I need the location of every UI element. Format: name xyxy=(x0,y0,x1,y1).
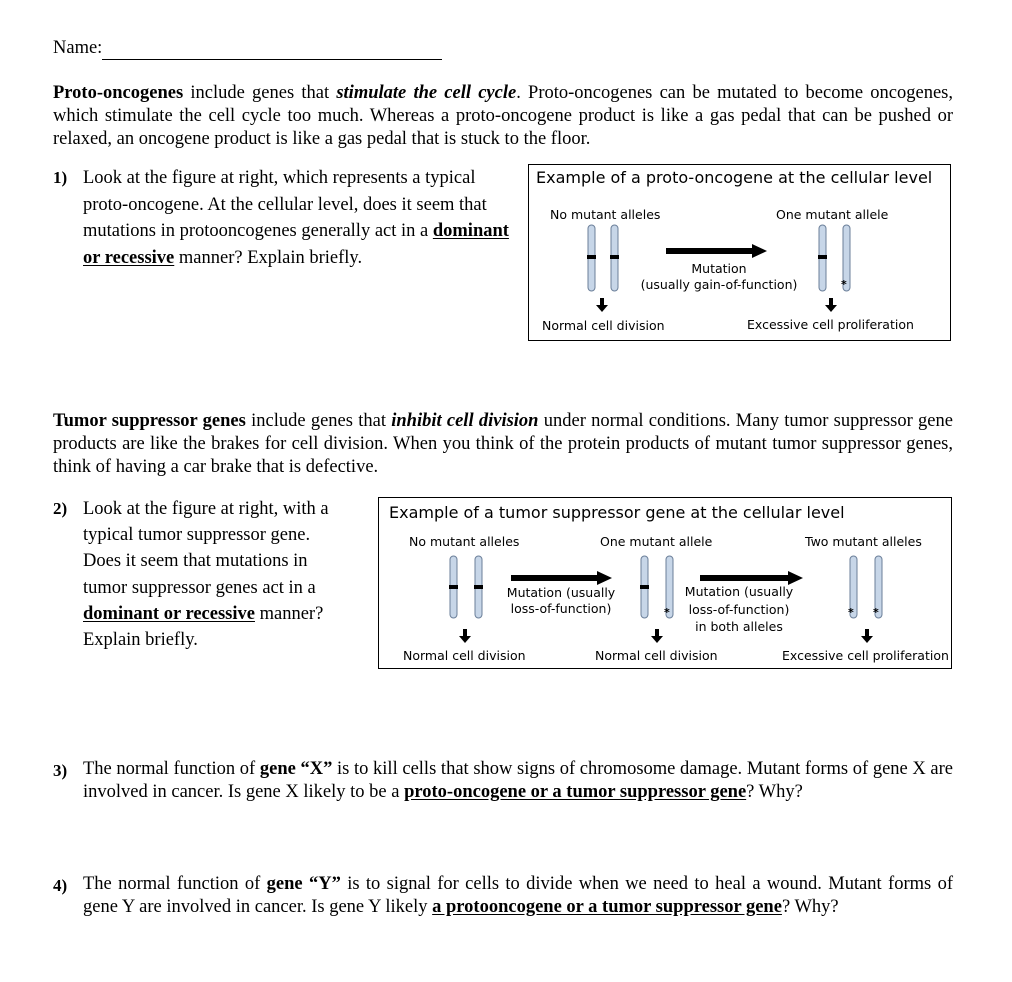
arrow-label-line: loss-of-function) xyxy=(510,601,612,616)
figure-label-no-mutant: No mutant alleles xyxy=(409,534,520,549)
outcome-normal: Normal cell division xyxy=(595,648,718,663)
name-field-row xyxy=(53,37,442,60)
question-text: is to kill cells that show signs of chromosome damage. Mutant forms of gene X are involved in cancer. Is gene X likely to be a xyxy=(83,759,953,802)
outcome-normal: Normal cell division xyxy=(403,648,526,663)
arrow-label-line: (usually gain-of-function) xyxy=(640,277,798,292)
arrow-label-line: Mutation (usually xyxy=(506,585,616,600)
question-text: manner? xyxy=(254,603,324,624)
question-text-line: typical tumor suppressor gene. xyxy=(83,525,311,546)
question-text: ? Why? xyxy=(746,782,803,802)
down-arrow-icon xyxy=(459,629,471,643)
tumor-emphasis: inhibit cell division xyxy=(391,411,539,431)
gene-y-name: gene “Y” xyxy=(266,874,341,894)
mutation-arrow xyxy=(666,244,767,258)
mutation-arrow xyxy=(700,571,803,585)
down-arrow-icon xyxy=(596,298,608,312)
outcome-excessive: Excessive cell proliferation xyxy=(747,317,914,332)
name-label: Name: xyxy=(53,38,103,58)
question-text-line: Explain briefly. xyxy=(83,630,198,651)
arrow-label-line: loss-of-function) xyxy=(688,601,790,617)
question-text: manner? Explain briefly. xyxy=(174,247,363,268)
chromosome-pair-one-mutant xyxy=(640,556,673,619)
chromosome-pair-two-mutant xyxy=(848,556,882,619)
question-text-line xyxy=(83,601,373,627)
question-1-text xyxy=(83,165,513,271)
intro-text: include genes that xyxy=(183,83,337,103)
svg-text:*: * xyxy=(873,606,879,619)
question-2-text xyxy=(83,496,373,653)
proto-oncogene-figure xyxy=(528,164,951,341)
figure-label-two-mutant: Two mutant alleles xyxy=(805,534,922,549)
question-text: ? Why? xyxy=(781,897,839,917)
question-3-emphasis: proto-oncogene or a tumor suppressor gene xyxy=(404,782,747,802)
proto-oncogene-intro xyxy=(53,82,953,151)
figure-label-no-mutant: No mutant alleles xyxy=(550,207,661,222)
question-text-line: tumor suppressor genes act in a xyxy=(83,577,316,598)
question-4-text xyxy=(83,873,953,919)
figure-label-one-mutant: One mutant allele xyxy=(776,207,889,222)
gene-x-name: gene “X” xyxy=(259,759,333,779)
question-1-emphasis: dominant or recessive xyxy=(83,221,509,268)
arrow-label-line: Mutation xyxy=(691,261,747,276)
figure-1-graphics xyxy=(529,165,950,340)
question-text: The normal function of xyxy=(83,759,260,779)
intro-text: under normal conditions. Many tumor suppressor gene products are like the brakes for cell division. When you think of the protein products of mutant tumor suppressor genes, think of having a car brake that is defective. xyxy=(53,411,953,477)
arrow-label-line: in both alleles xyxy=(695,619,783,634)
figure-title: Example of a tumor suppressor gene at the cellular level xyxy=(389,503,845,522)
down-arrow-icon xyxy=(861,629,873,643)
question-text-line: Look at the figure at right, with a xyxy=(83,499,329,519)
name-blank-line[interactable] xyxy=(102,41,442,60)
outcome-normal: Normal cell division xyxy=(542,318,665,333)
svg-text:*: * xyxy=(848,606,854,619)
arrow-label-line: Mutation (usually xyxy=(684,584,794,599)
proto-emphasis: stimulate the cell cycle xyxy=(336,83,517,103)
question-number: 4) xyxy=(53,876,68,895)
tumor-suppressor-term: Tumor suppressor genes xyxy=(53,411,246,431)
figure-2-graphics xyxy=(379,498,951,668)
svg-text:*: * xyxy=(664,606,670,619)
question-text: The normal function of xyxy=(83,874,267,894)
chromosome-pair-normal xyxy=(449,556,483,618)
figure-label-one-mutant: One mutant allele xyxy=(600,534,713,549)
chromosome-pair-mutant xyxy=(818,225,850,291)
proto-oncogene-term: Proto-oncogenes xyxy=(53,83,184,103)
question-text-line: Does it seem that mutations in xyxy=(83,551,308,572)
question-3-text xyxy=(83,758,953,804)
question-2-emphasis: dominant or recessive xyxy=(83,603,255,624)
down-arrow-icon xyxy=(651,629,663,643)
question-number: 1) xyxy=(53,168,68,187)
tumor-suppressor-figure xyxy=(378,497,952,669)
svg-text:*: * xyxy=(841,278,847,291)
intro-text: include genes that xyxy=(245,411,392,431)
outcome-excessive: Excessive cell proliferation xyxy=(782,648,949,663)
tumor-suppressor-intro xyxy=(53,410,953,479)
question-4-emphasis: a protooncogene or a tumor suppressor gene xyxy=(432,897,782,917)
mutation-arrow xyxy=(511,571,612,585)
question-text: Look at the figure at right, which represents a typical proto-oncogene. At the cellular level, does it seem that mutations in protooncogenes generally act in a xyxy=(83,168,487,241)
intro-text: . Proto-oncogenes can be mutated to become oncogenes, which stimulate the cell cycle too much. Whereas a proto-oncogene product is like a gas pedal that can be pushed or relaxed, an oncogene product is like a gas pedal that is stuck to the floor. xyxy=(53,83,953,149)
question-number: 2) xyxy=(53,499,68,518)
down-arrow-icon xyxy=(825,298,837,312)
question-text: is to signal for cells to divide when we need to heal a wound. Mutant forms of gene Y are involved in cancer. Is gene Y likely xyxy=(83,874,953,917)
chromosome-pair-normal xyxy=(587,225,619,291)
question-number: 3) xyxy=(53,761,68,780)
figure-title: Example of a proto-oncogene at the cellular level xyxy=(536,168,933,187)
